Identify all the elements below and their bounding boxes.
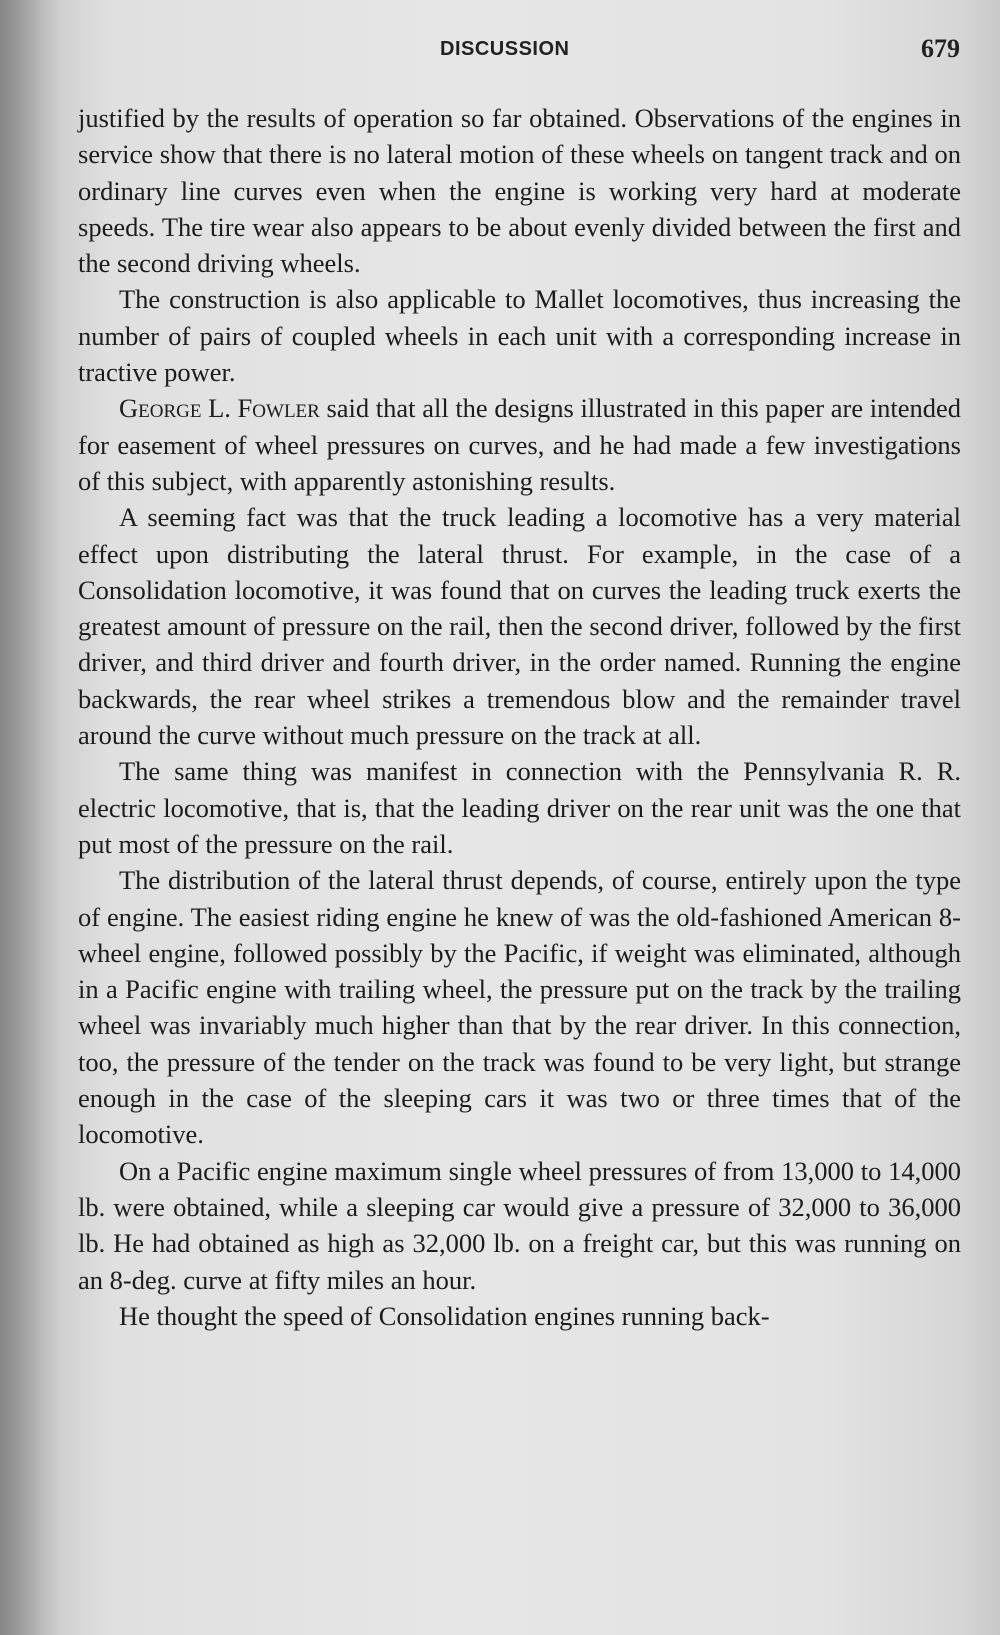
paragraph: He thought the speed of Consolidation engines running back-: [119, 1300, 770, 1331]
paragraph: The same thing was manifest in connection with the Pennsylvania R. R. electric locomotive, that is, that the leading driver on the rear unit was the one that put most of the pressure on the rail.: [78, 756, 961, 859]
binding-gutter-shadow: [0, 0, 60, 1635]
paragraph: justified by the results of operation so far obtained. Observations of the engines in service show that there is no lateral motion of these wheels on tangent track and on ordinary line curves even when the engine is working very hard at moderate speeds. The tire wear also appears to be about evenly divided between the first and the second driving wheels.: [78, 103, 961, 279]
paragraph-text: said that all the designs illustrated in this paper are intended for easement of wheel pressures on curves, and he had made a few investigations of this subject, with apparently astonishing results.: [78, 393, 961, 496]
paragraph: The distribution of the lateral thrust depends, of course, entirely upon the type of engine. The easiest riding engine he knew of was the old-fashioned American 8-wheel engine, followed possibly by the Pacific, if weight was eliminated, although in a Pacific engine with trailing wheel, the pressure put on the track by the trailing wheel was invariably much higher than that by the rear driver. In this connection, too, the pressure of the tender on the track was found to be very light, but strange enough in the case of the sleeping cars it was two or three times that of the locomotive.: [78, 865, 961, 1150]
paragraph: The construction is also applicable to Mallet locomotives, thus increasing the number of pairs of coupled wheels in each unit with a corresponding increase in tractive power.: [78, 284, 961, 388]
speaker-name: George L. Fowler: [119, 393, 320, 424]
paragraph: On a Pacific engine maximum single wheel pressures of from 13,000 to 14,000 lb. were obtained, while a sleeping car would give a pressure of 32,000 to 36,000 lb. He had obtained as high as 32,000 lb. on a freight car, but this was running on an 8-deg. curve at fifty miles an hour.: [78, 1155, 961, 1295]
paragraph: A seeming fact was that the truck leading a locomotive has a very material effect upon distributing the lateral thrust. For example, in the case of a Consolidation locomotive, it was found that on curves the leading truck exerts the greatest amount of pressure on the rail, then the second driver, followed by the first driver, and third driver and fourth driver, in the order named. Running the engine backwards, the rear wheel strikes a tremendous blow and the remainder travel around the curve without much pressure on the track at all.: [78, 502, 961, 751]
paragraph: [78, 390, 961, 499]
body-text: [78, 100, 961, 1334]
page-number: 679: [921, 34, 960, 63]
running-title: DISCUSSION: [440, 38, 570, 60]
